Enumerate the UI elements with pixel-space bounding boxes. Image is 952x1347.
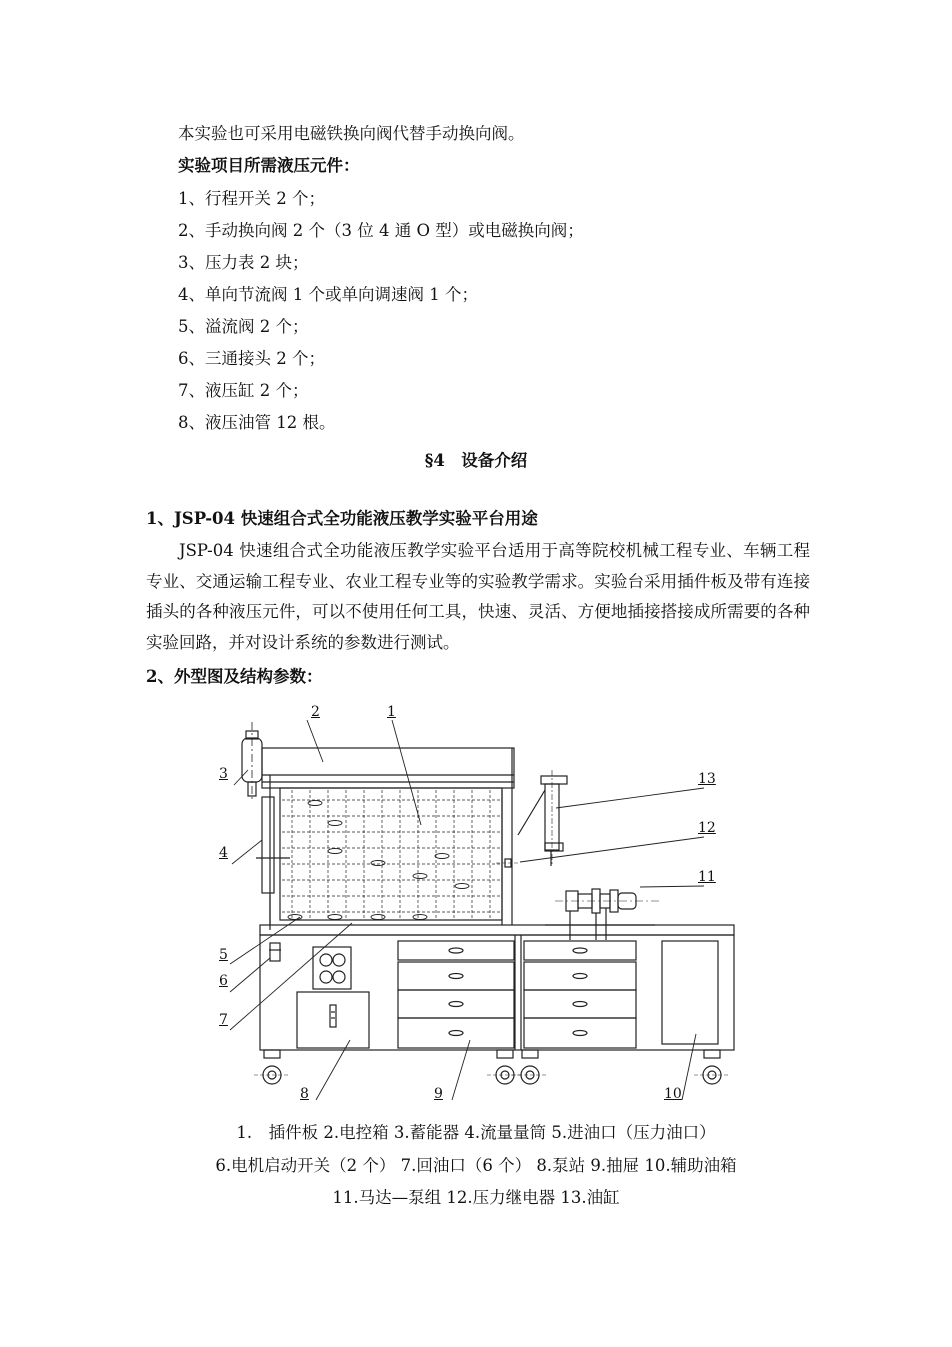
subsection1-heading: 1、JSP-04 快速组合式全功能液压教学实验平台用途 [146, 509, 538, 528]
plug-in-board-shape [280, 788, 502, 920]
callout-6: 6 [219, 973, 228, 989]
parts-item: 6、三通接头 2 个； [178, 349, 325, 368]
drawers-shape [398, 941, 636, 1048]
start-switch-shape [270, 943, 280, 961]
parts-item: 3、压力表 2 块； [178, 253, 309, 272]
figure-caption-line: 11.马达—泵组 12.压力继电器 13.油缸 [332, 1188, 620, 1207]
intro-line: 本实验也可采用电磁铁换向阀代替手动换向阀。 [178, 124, 525, 143]
callout-10: 10 [664, 1086, 682, 1102]
subsection2-heading: 2、外型图及结构参数： [146, 667, 323, 686]
parts-item: 7、液压缸 2 个； [178, 381, 309, 400]
callout-5: 5 [219, 947, 228, 963]
callout-leaders [230, 720, 704, 1100]
table-top [260, 925, 734, 935]
casters [254, 1050, 730, 1084]
callout-12: 12 [698, 820, 716, 836]
motor-pump-group-shape [545, 889, 660, 940]
aux-tank-door [662, 941, 718, 1044]
parts-item: 5、溢流阀 2 个； [178, 317, 309, 336]
oil-cylinder-shape [518, 770, 567, 866]
callout-7: 7 [219, 1012, 228, 1028]
measuring-cylinder-shape [262, 797, 274, 893]
plug-in-board-ports [288, 801, 469, 920]
parts-item: 8、液压油管 12 根。 [178, 413, 336, 432]
equipment-outline-drawing [200, 695, 740, 1115]
parts-item: 1、行程开关 2 个； [178, 189, 325, 208]
callout-8: 8 [300, 1086, 309, 1102]
callout-9: 9 [434, 1086, 443, 1102]
accumulator-shape [242, 722, 262, 800]
callout-4: 4 [219, 845, 228, 861]
parts-item: 4、单向节流阀 1 个或单向调速阀 1 个； [178, 285, 478, 304]
plug-in-board-grid [282, 790, 500, 918]
pressure-relay-shape [496, 859, 520, 867]
figure-caption-line: 1. 插件板 2.电控箱 3.蓄能器 4.流量量筒 5.进油口（压力油口） [236, 1123, 716, 1142]
callout-1: 1 [387, 704, 396, 720]
callout-13: 13 [698, 771, 716, 787]
callout-11: 11 [698, 869, 716, 885]
section-title: §4 设备介绍 [424, 451, 528, 470]
callout-2: 2 [311, 704, 320, 720]
callout-3: 3 [219, 766, 228, 782]
parts-heading: 实验项目所需液压元件： [178, 156, 360, 175]
figure-caption-line: 6.电机启动开关（2 个） 7.回油口（6 个） 8.泵站 9.抽屉 10.辅助油箱 [215, 1156, 737, 1175]
parts-item: 2、手动换向阀 2 个（3 位 4 通 O 型）或电磁换向阀； [178, 221, 584, 240]
subsection1-body: JSP-04 快速组合式全功能液压教学实验平台适用于高等院校机械工程专业、车辆工程专业、交通运输工程专业、农业工程专业等的实验教学需求。实验台采用插件板及带有连接插头的各种液压元件，可以不使用任何工具，快速、灵活、方便地插接搭接成所需要的各种实验回路，并对设计系统的参数进行测试。 [146, 541, 810, 652]
